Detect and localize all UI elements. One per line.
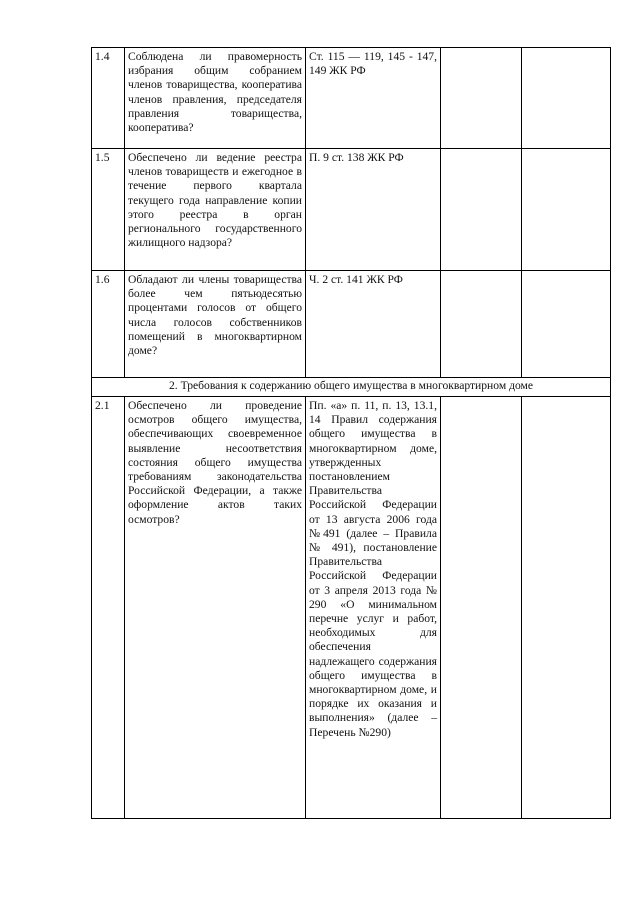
- row-question: Обеспечено ли проведение осмотров общего имущества, обеспечивающих своевременное выявление несоответствия состояния общего имущества требованиям законодательства Российской Федерации, а также оформление актов таких осмотров?: [125, 397, 306, 819]
- row-question: Соблюдена ли правомерность избрания общим собранием членов товарищества, кооператива членов правления, председателя правления товарищества, кооператива?: [125, 48, 306, 149]
- table-row: [92, 271, 611, 378]
- row-empty-cell: [441, 271, 522, 378]
- table-row: [92, 397, 611, 819]
- section-title: 2. Требования к содержанию общего имущества в многоквартирном доме: [92, 378, 611, 397]
- row-empty-cell: [522, 271, 611, 378]
- row-empty-cell: [441, 48, 522, 149]
- row-empty-cell: [522, 48, 611, 149]
- row-question: Обеспечено ли ведение реестра членов товариществ и ежегодное в течение первого квартала текущего года направление копии этого реестра в орган регионального государственного жилищного надзора?: [125, 149, 306, 271]
- row-empty-cell: [441, 397, 522, 819]
- table-row: [92, 149, 611, 271]
- row-reference: Ст. 115 — 119, 145 - 147, 149 ЖК РФ: [306, 48, 441, 149]
- row-empty-cell: [522, 149, 611, 271]
- row-empty-cell: [441, 149, 522, 271]
- row-reference: П. 9 ст. 138 ЖК РФ: [306, 149, 441, 271]
- row-number: 1.4: [92, 48, 125, 149]
- row-empty-cell: [522, 397, 611, 819]
- row-number: 1.5: [92, 149, 125, 271]
- row-number: 1.6: [92, 271, 125, 378]
- row-question: Обладают ли члены товарищества более чем пятьюдесятью процентами голосов от общего числа голосов собственников помещений в многоквартирном доме?: [125, 271, 306, 378]
- row-reference: Ч. 2 ст. 141 ЖК РФ: [306, 271, 441, 378]
- section-header-row: [92, 378, 611, 397]
- checklist-table: [91, 47, 611, 819]
- row-number: 2.1: [92, 397, 125, 819]
- table-row: [92, 48, 611, 149]
- row-reference: Пп. «а» п. 11, п. 13, 13.1, 14 Правил содержания общего имущества в многоквартирном доме, утвержденных постановлением Правительства Российской Федерации от 13 августа 2006 года №491 (далее – Правила № 491), постановление Правительства Российской Федерации от 3 апреля 2013 года № 290 «О минимальном перечне услуг и работ, необходимых для обеспечения надлежащего содержания общего имущества в многоквартирном доме, и порядке их оказания и выполнения» (далее – Перечень №290): [306, 397, 441, 819]
